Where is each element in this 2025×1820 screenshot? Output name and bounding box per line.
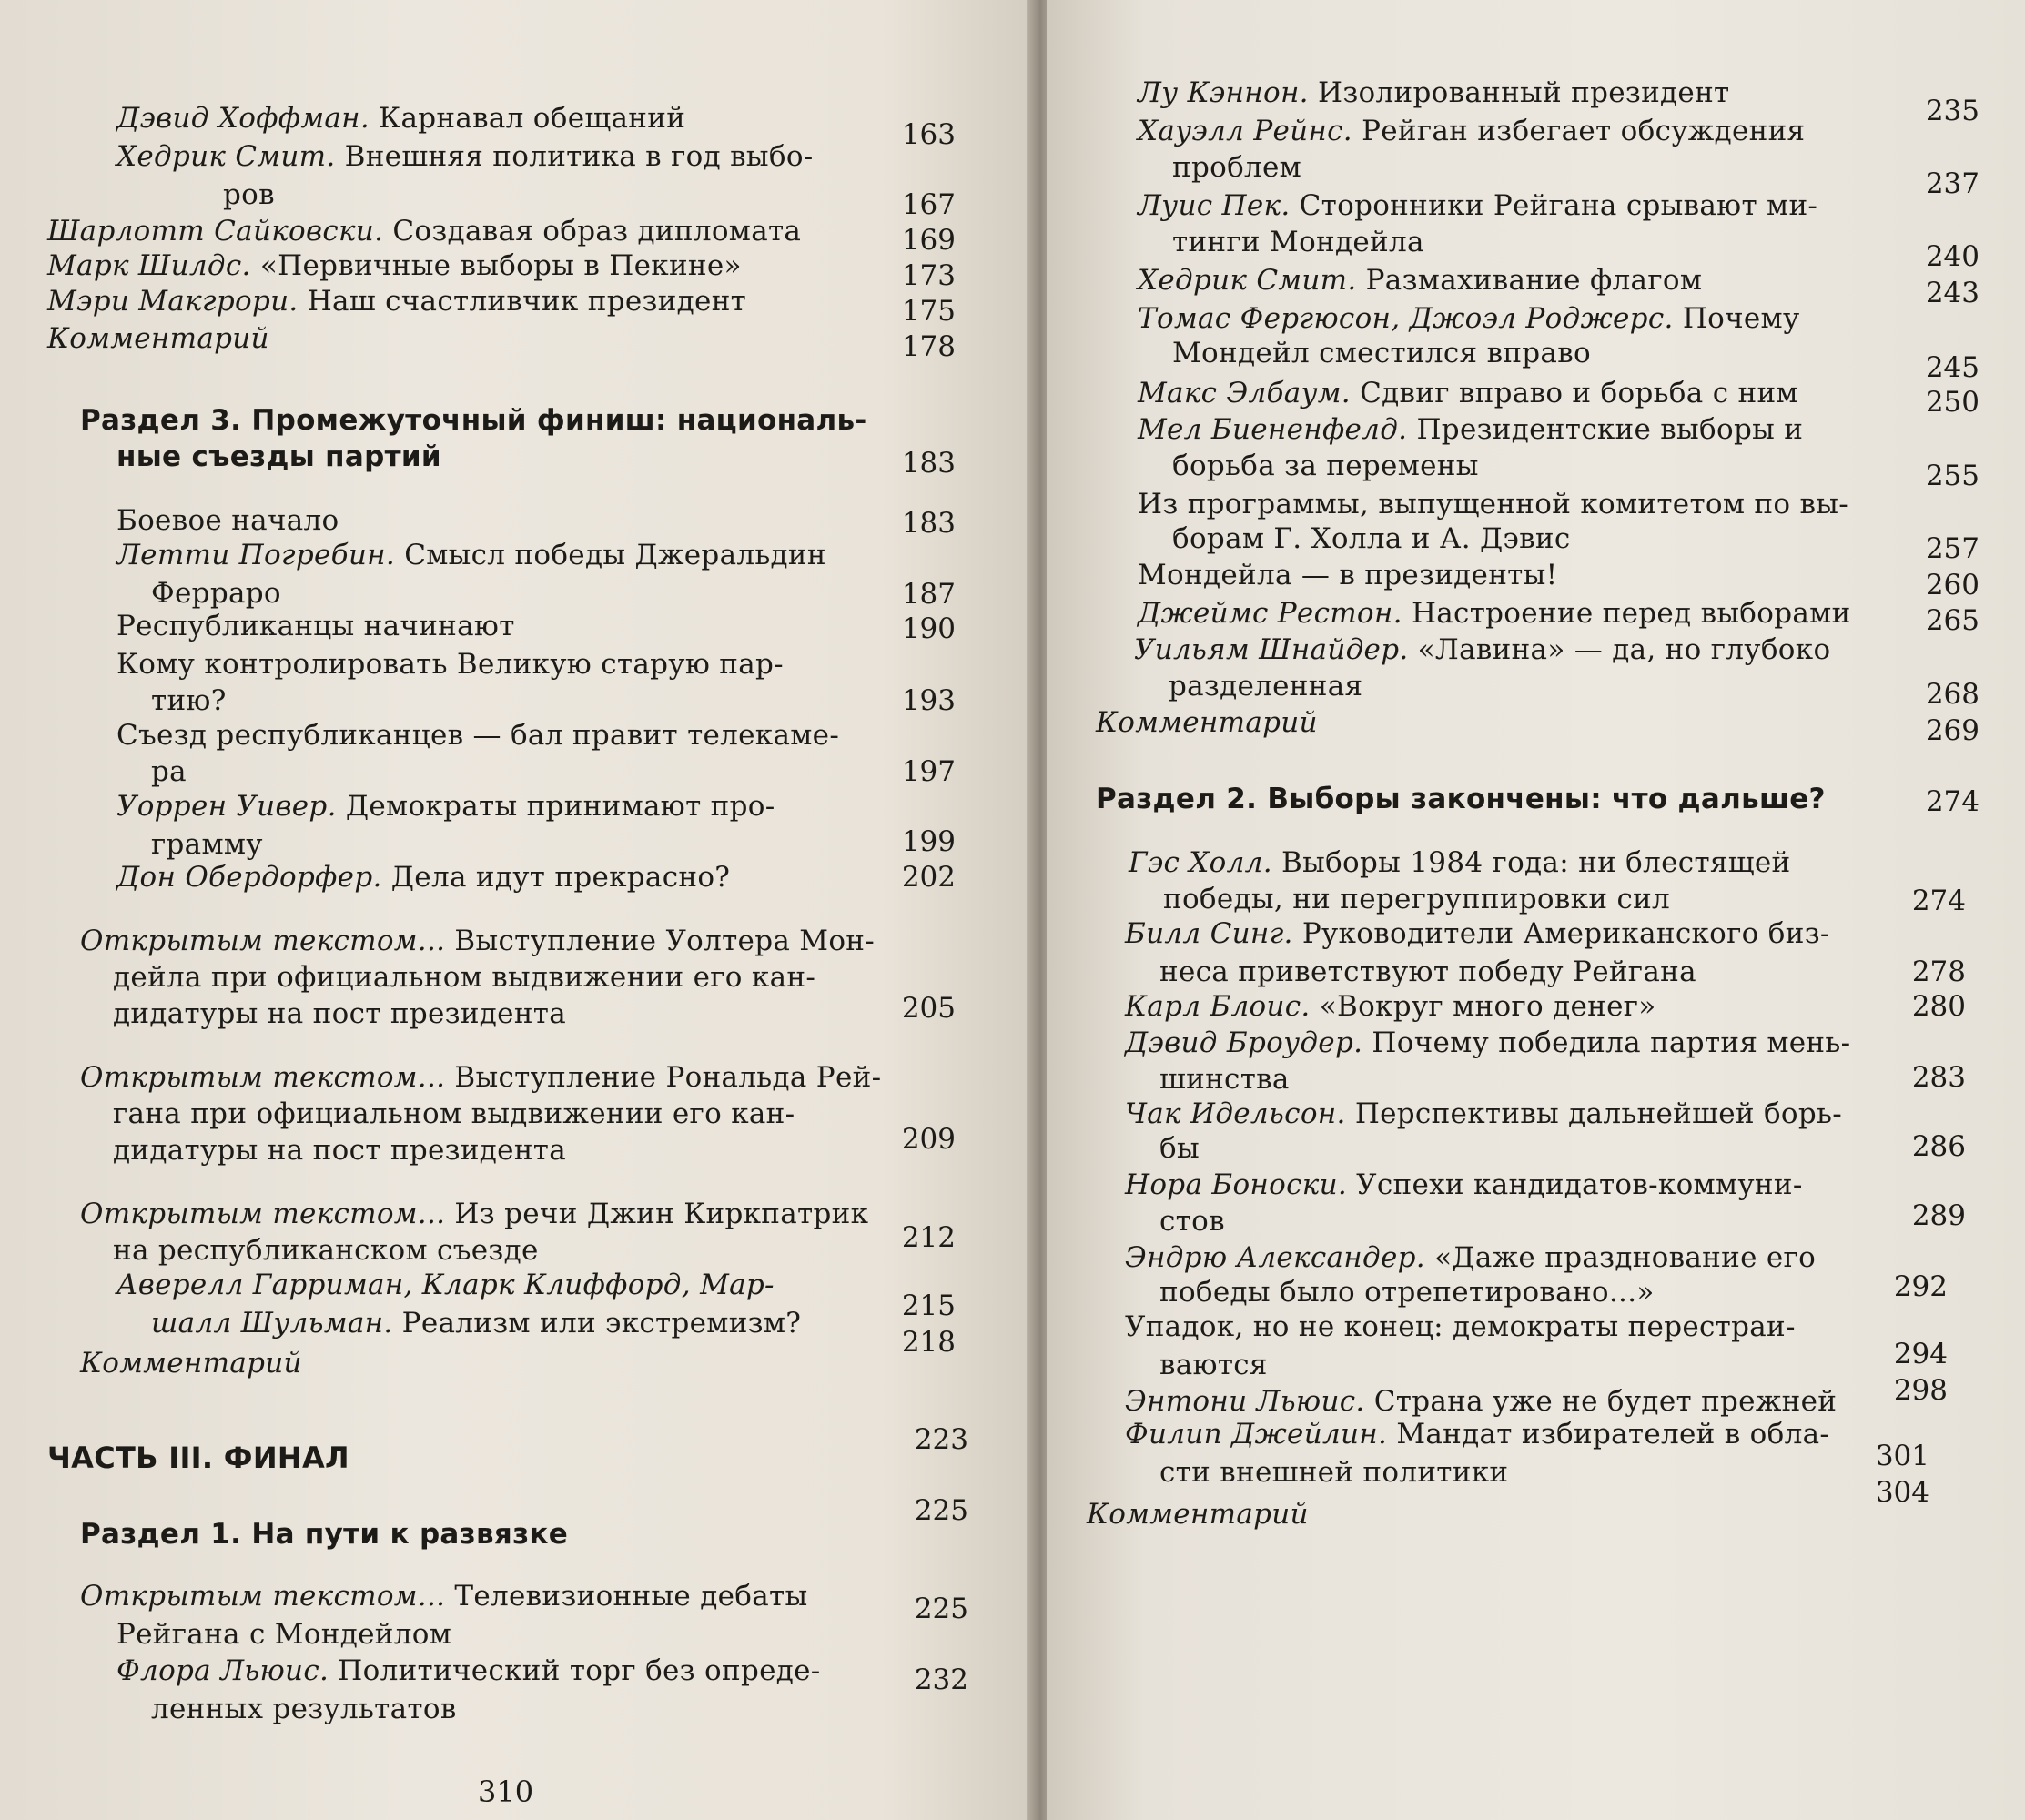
toc-entry-continuation: проблем (1172, 151, 1302, 184)
toc-entry: Дэвид Хоффман. Карнавал обещаний (116, 102, 686, 135)
toc-entry: Из программы, выпущенной комитетом по вы- (1138, 488, 1849, 521)
toc-entry-continuation: шинства (1159, 1063, 1290, 1096)
page-number: 257 (1925, 532, 1979, 565)
toc-entry: Дон Обердорфер. Дела идут прекрасно? (116, 861, 731, 894)
toc-entry: Марк Шилдс. «Первичные выборы в Пекине» (47, 249, 742, 282)
page-number: 237 (1925, 167, 1979, 200)
page-number: 212 (901, 1221, 956, 1254)
page-number: 292 (1893, 1270, 1948, 1303)
page-number: 223 (914, 1423, 968, 1456)
page-number: 183 (901, 447, 956, 480)
page-number: 245 (1925, 351, 1979, 384)
page-number: 240 (1925, 240, 1979, 273)
toc-entry-continuation: разделенная (1169, 670, 1363, 703)
page-number: 173 (901, 259, 956, 292)
page-number: 280 (1911, 990, 1966, 1023)
toc-entry: Открытым текстом... Из речи Джин Киркпатрик (80, 1198, 869, 1230)
toc-entry: Открытым текстом... Телевизионные дебаты (80, 1580, 808, 1613)
toc-entry-continuation: борьба за перемены (1172, 450, 1479, 482)
folio-page-number: 310 (478, 1774, 534, 1809)
toc-entry: Республиканцы начинают (116, 610, 515, 642)
page-number: 193 (901, 684, 956, 717)
page-number: 298 (1893, 1374, 1948, 1407)
toc-entry: Хауэлл Рейнс. Рейган избегает обсуждения (1138, 115, 1806, 147)
toc-entry-continuation: Ферраро (151, 577, 281, 610)
toc-entry-continuation: ров (223, 178, 275, 211)
page-number: 218 (901, 1326, 956, 1359)
toc-entry: Гэс Холл. Выборы 1984 года: ни блестящей (1129, 846, 1791, 879)
page-number: 289 (1911, 1199, 1966, 1232)
page-number: 163 (901, 118, 956, 151)
section-heading-continuation: ные съезды партий (116, 440, 441, 473)
page-number: 294 (1893, 1338, 1948, 1370)
toc-entry: Открытым текстом... Выступление Уолтера Мон- (80, 925, 876, 957)
toc-entry-continuation: дидатуры на пост президента (113, 1134, 567, 1167)
page-number: 209 (901, 1123, 956, 1156)
page-number: 167 (901, 188, 956, 221)
toc-entry-continuation: грамму (151, 828, 263, 861)
page-number: 243 (1925, 277, 1979, 309)
toc-entry: Чак Идельсон. Перспективы дальнейшей борь- (1125, 1097, 1842, 1130)
toc-entry: Эндрю Александер. «Даже празднование его (1125, 1241, 1817, 1274)
page-number: 187 (901, 578, 956, 611)
section-heading: Раздел 3. Промежуточный финиш: националь- (80, 404, 867, 437)
page-number: 269 (1925, 714, 1979, 747)
page-number: 232 (914, 1663, 968, 1696)
toc-entry: Флора Льюис. Политический торг без опреде- (116, 1654, 821, 1687)
toc-entry: Карл Блоис. «Вокруг много денег» (1125, 990, 1656, 1023)
toc-entry: Хедрик Смит. Внешняя политика в год выбо- (116, 140, 814, 173)
page-number: 278 (1911, 956, 1966, 988)
part-heading: ЧАСТЬ III. ФИНАЛ (47, 1441, 349, 1475)
page-number: 199 (901, 825, 956, 858)
toc-entry: Луис Пек. Сторонники Рейгана срывают ми- (1138, 189, 1818, 222)
page-number: 225 (914, 1494, 968, 1527)
toc-entry: Аверелл Гарриман, Кларк Клиффорд, Мар- (116, 1269, 775, 1301)
toc-entry: Мел Биененфелд. Президентские выборы и (1138, 413, 1804, 446)
toc-entry-continuation: тию? (151, 684, 227, 717)
toc-entry: Джеймс Рестон. Настроение перед выборами (1138, 597, 1851, 630)
page-number: 190 (901, 612, 956, 645)
toc-entry: Филип Джейлин. Мандат избирателей в обла- (1125, 1418, 1830, 1451)
toc-entry: Шарлотт Сайковски. Создавая образ дипломата (47, 215, 802, 248)
toc-entry-continuation: стов (1159, 1205, 1225, 1238)
toc-entry-continuation: неса приветствуют победу Рейгана (1159, 956, 1696, 988)
toc-entry: Макс Элбаум. Сдвиг вправо и борьба с ним (1138, 377, 1798, 410)
page-number: 301 (1875, 1440, 1929, 1472)
page-number: 175 (901, 295, 956, 328)
toc-entry: Энтони Льюис. Страна уже не будет прежней (1125, 1385, 1838, 1418)
commentary-label: Комментарий (1087, 1498, 1309, 1531)
page-number: 197 (901, 755, 956, 788)
toc-entry: Боевое начало (116, 504, 339, 537)
page-number: 274 (1911, 885, 1966, 917)
page-number: 250 (1925, 386, 1979, 419)
toc-entry-continuation: гана при официальном выдвижении его кан- (113, 1097, 795, 1130)
commentary-label: Комментарий (80, 1347, 302, 1380)
toc-entry: Упадок, но не конец: демократы перестраи- (1125, 1310, 1796, 1343)
page-number: 215 (901, 1289, 956, 1322)
right-page (1047, 0, 2025, 1820)
toc-entry: Уильям Шнайдер. «Лавина» — да, но глубоко (1134, 633, 1831, 666)
toc-entry-continuation: ленных результатов (151, 1693, 457, 1725)
page-number: 235 (1925, 95, 1979, 127)
page-number: 274 (1925, 785, 1979, 818)
page-number: 286 (1911, 1130, 1966, 1163)
page-number: 225 (914, 1592, 968, 1625)
toc-entry: Нора Боноски. Успехи кандидатов-коммуни- (1125, 1168, 1803, 1201)
section-heading: Раздел 1. На пути к развязке (80, 1518, 569, 1551)
toc-entry: Открытым текстом... Выступление Рональда Рей- (80, 1061, 882, 1094)
commentary-label: Комментарий (1096, 706, 1318, 739)
toc-entry-continuation: борам Г. Холла и А. Дэвис (1172, 522, 1571, 555)
toc-entry-continuation: на республиканском съезде (113, 1234, 539, 1267)
toc-entry: Уоррен Уивер. Демократы принимают про- (116, 790, 775, 823)
page-number: 169 (901, 224, 956, 257)
toc-entry: Мондейла — в президенты! (1138, 559, 1558, 592)
toc-entry-continuation: ра (151, 755, 187, 788)
page-number: 202 (901, 861, 956, 894)
page-number: 283 (1911, 1061, 1966, 1094)
toc-entry-continuation: бы (1159, 1132, 1200, 1165)
toc-entry-continuation: победы было отрепетировано...» (1159, 1276, 1655, 1309)
toc-entry-continuation: Рейгана с Мондейлом (116, 1618, 452, 1651)
toc-entry-continuation: победы, ни перегруппировки сил (1163, 883, 1671, 915)
toc-entry: Билл Синг. Руководители Американского биз- (1125, 917, 1830, 950)
toc-entry-continuation: дидатуры на пост президента (113, 997, 567, 1030)
toc-entry: Мэри Макгрори. Наш счастливчик президент (47, 285, 747, 318)
page-number: 255 (1925, 460, 1979, 492)
page-number: 183 (901, 507, 956, 540)
toc-entry: Кому контролировать Великую старую пар- (116, 648, 784, 681)
page-number: 205 (901, 992, 956, 1025)
page-number: 304 (1875, 1476, 1929, 1509)
commentary-label: Комментарий (47, 322, 269, 355)
page-number: 268 (1925, 678, 1979, 711)
page-number: 265 (1925, 604, 1979, 637)
toc-entry: Томас Фергюсон, Джоэл Роджерс. Почему (1138, 302, 1800, 335)
toc-entry: Дэвид Броудер. Почему победила партия мень- (1125, 1026, 1851, 1059)
toc-entry: Съезд республиканцев — бал правит телекаме- (116, 719, 840, 752)
toc-entry-continuation: сти внешней политики (1159, 1456, 1509, 1489)
toc-entry-continuation: тинги Мондейла (1172, 226, 1424, 258)
toc-entry-continuation: шалл Шульман. Реализм или экстремизм? (151, 1307, 802, 1340)
toc-entry-continuation: ваются (1159, 1349, 1268, 1381)
page-number: 178 (901, 330, 956, 363)
toc-entry: Хедрик Смит. Размахивание флагом (1138, 264, 1703, 297)
toc-entry: Лу Кэннон. Изолированный президент (1138, 76, 1730, 109)
toc-entry-continuation: Мондейл сместился вправо (1172, 337, 1591, 369)
toc-entry-continuation: дейла при официальном выдвижении его кан- (113, 961, 816, 994)
toc-entry: Летти Погребин. Смысл победы Джеральдин (116, 539, 826, 571)
section-heading: Раздел 2. Выборы закончены: что дальше? (1096, 783, 1826, 815)
page-number: 260 (1925, 569, 1979, 602)
